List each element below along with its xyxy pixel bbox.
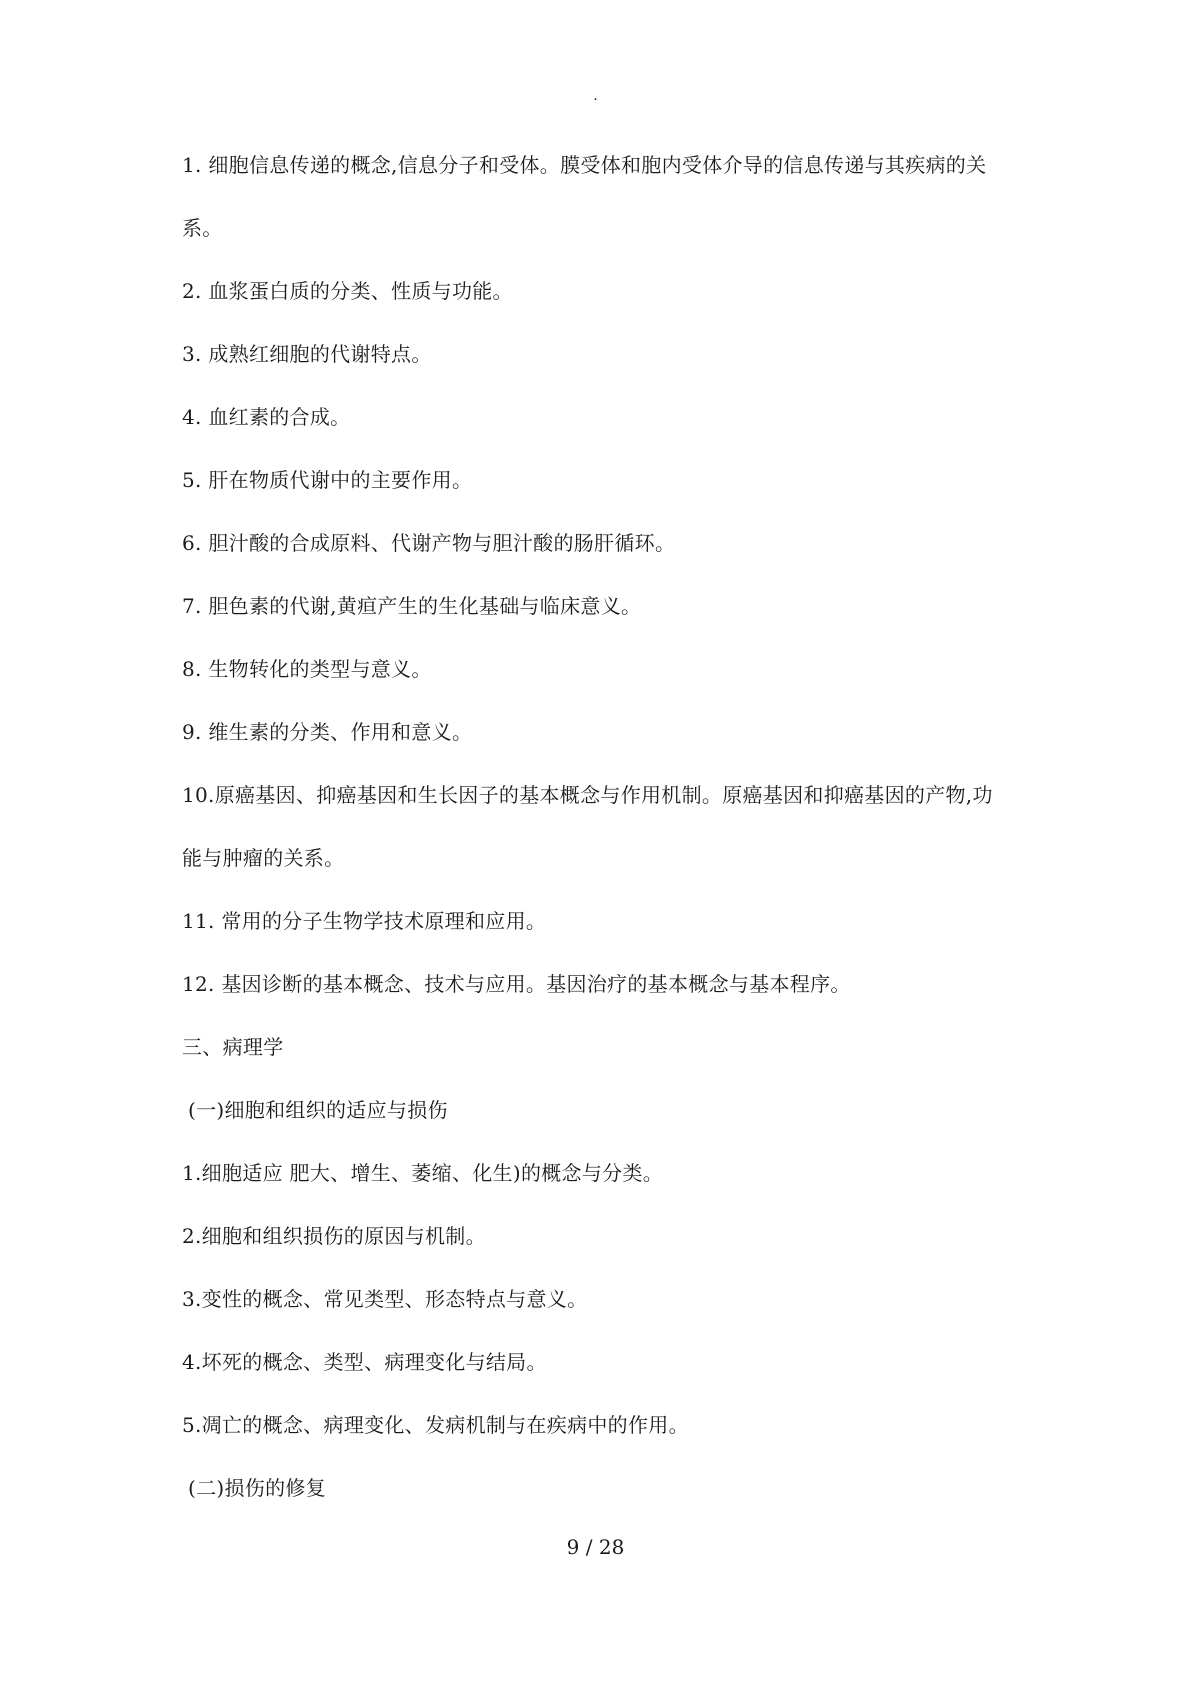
document-body — [182, 152, 1042, 1538]
subsection-heading: (二)损伤的修复 — [188, 1476, 327, 1500]
text-line: 3. 成熟红细胞的代谢特点。 — [182, 342, 432, 366]
text-line: 1.细胞适应 肥大、增生、萎缩、化生)的概念与分类。 — [182, 1161, 664, 1185]
text-line: 2. 血浆蛋白质的分类、性质与功能。 — [182, 279, 513, 303]
text-line: 10.原癌基因、抑癌基因和生长因子的基本概念与作用机制。原癌基因和抑癌基因的产物,功 — [182, 783, 993, 807]
text-line: 4.坏死的概念、类型、病理变化与结局。 — [182, 1350, 547, 1374]
text-line: 12. 基因诊断的基本概念、技术与应用。基因治疗的基本概念与基本程序。 — [182, 972, 851, 996]
text-line: 7. 胆色素的代谢,黄疸产生的生化基础与临床意义。 — [182, 594, 642, 618]
text-line: 3.变性的概念、常见类型、形态特点与意义。 — [182, 1287, 588, 1311]
text-line: 系。 — [182, 216, 223, 240]
text-line: 6. 胆汁酸的合成原料、代谢产物与胆汁酸的肠肝循环。 — [182, 531, 676, 555]
text-line: 5. 肝在物质代谢中的主要作用。 — [182, 468, 473, 492]
section-heading: 三、病理学 — [182, 1035, 284, 1059]
text-line: 1. 细胞信息传递的概念,信息分子和受体。膜受体和胞内受体介导的信息传递与其疾病的关 — [182, 153, 987, 177]
text-line: 能与肿瘤的关系。 — [182, 846, 345, 870]
text-line: 5.凋亡的概念、病理变化、发病机制与在疾病中的作用。 — [182, 1413, 689, 1437]
subsection-heading: (一)细胞和组织的适应与损伤 — [188, 1098, 448, 1122]
text-line: 8. 生物转化的类型与意义。 — [182, 657, 432, 681]
page-number: 9 / 28 — [566, 1535, 625, 1559]
header-mark: . — [593, 88, 598, 104]
text-line: 9. 维生素的分类、作用和意义。 — [182, 720, 473, 744]
text-line: 4. 血红素的合成。 — [182, 405, 351, 429]
text-line: 2.细胞和组织损伤的原因与机制。 — [182, 1224, 486, 1248]
text-line: 11. 常用的分子生物学技术原理和应用。 — [182, 909, 547, 933]
